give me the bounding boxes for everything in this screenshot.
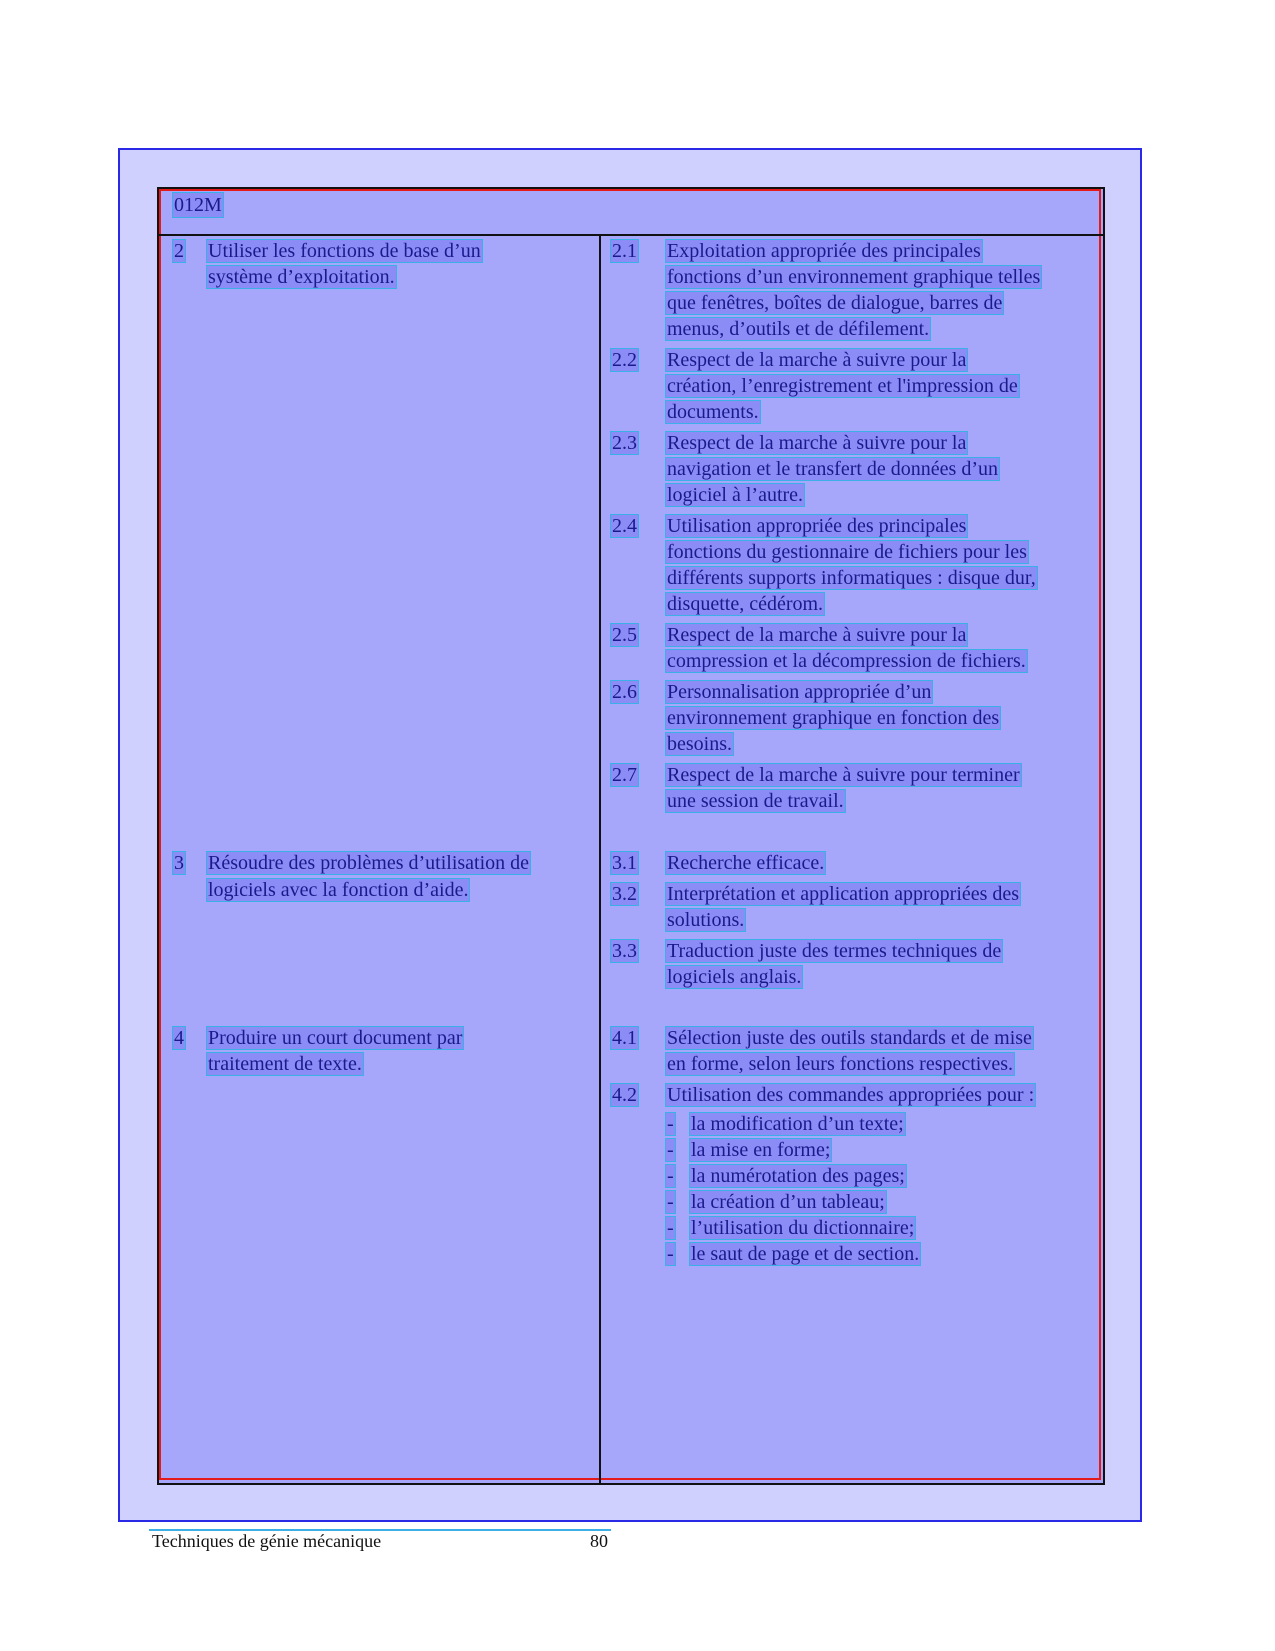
criterion-text: logiciels anglais. — [667, 966, 802, 988]
criterion-text: Recherche efficace. — [667, 852, 825, 874]
bullet-marker: - — [667, 1139, 674, 1161]
criterion-number: 2.4 — [612, 515, 637, 537]
criterion-number: 3.1 — [612, 852, 637, 874]
criterion-text: Respect de la marche à suivre pour la — [667, 349, 967, 371]
bullet-text: le saut de page et de section. — [691, 1243, 920, 1265]
criterion-number: 4.1 — [612, 1027, 637, 1049]
criterion-text: une session de travail. — [667, 790, 844, 812]
element-text: Utiliser les fonctions de base d’un — [208, 240, 481, 262]
criterion-text: différents supports informatiques : disque dur, — [667, 567, 1036, 589]
criterion-text: Respect de la marche à suivre pour la — [667, 432, 967, 454]
criterion-text: Traduction juste des termes techniques de — [667, 940, 1002, 962]
criterion-text: logiciel à l’autre. — [667, 484, 804, 506]
criterion-text: environnement graphique en fonction des — [667, 707, 1000, 729]
criterion-text: Respect de la marche à suivre pour la — [667, 624, 967, 646]
criterion-text: Utilisation appropriée des principales — [667, 515, 967, 537]
element-text: Produire un court document par — [208, 1027, 463, 1049]
element-text: Résoudre des problèmes d’utilisation de — [208, 852, 530, 874]
criterion-text: documents. — [667, 401, 759, 423]
criterion-text: compression et la décompression de fichiers. — [667, 650, 1026, 672]
criterion-text: fonctions d’un environnement graphique telles — [667, 266, 1041, 288]
bullet-marker: - — [667, 1165, 674, 1187]
bullet-text: l’utilisation du dictionnaire; — [691, 1217, 915, 1239]
criterion-text: que fenêtres, boîtes de dialogue, barres de — [667, 292, 1003, 314]
criterion-text: navigation et le transfert de données d’un — [667, 458, 998, 480]
element-text: traitement de texte. — [208, 1053, 362, 1075]
element-number: 2 — [174, 240, 184, 262]
criterion-text: création, l’enregistrement et l'impression de — [667, 375, 1018, 397]
criterion-text: en forme, selon leurs fonctions respectives. — [667, 1053, 1014, 1075]
element-text: logiciels avec la fonction d’aide. — [208, 879, 469, 901]
criterion-text: Respect de la marche à suivre pour terminer — [667, 764, 1020, 786]
criterion-text: solutions. — [667, 909, 745, 931]
criterion-text: Personnalisation appropriée d’un — [667, 681, 932, 703]
criterion-text: Sélection juste des outils standards et de mise — [667, 1027, 1032, 1049]
criterion-number: 3.2 — [612, 883, 637, 905]
competency-code: 012M — [174, 194, 222, 216]
bullet-marker: - — [667, 1191, 674, 1213]
criterion-number: 3.3 — [612, 940, 637, 962]
bullet-text: la création d’un tableau; — [691, 1191, 885, 1213]
criterion-text: menus, d’outils et de défilement. — [667, 318, 930, 340]
bullet-text: la numérotation des pages; — [691, 1165, 905, 1187]
element-number: 4 — [174, 1027, 184, 1049]
criterion-number: 2.7 — [612, 764, 637, 786]
criterion-text: besoins. — [667, 733, 732, 755]
criterion-number: 2.2 — [612, 349, 637, 371]
criterion-text: Interprétation et application appropriées des — [667, 883, 1020, 905]
criterion-text: fonctions du gestionnaire de fichiers pour les — [667, 541, 1027, 563]
bullet-marker: - — [667, 1243, 674, 1265]
bullet-marker: - — [667, 1217, 674, 1239]
criterion-text: Exploitation appropriée des principales — [667, 240, 981, 262]
footer-program: Techniques de génie mécanique — [152, 1531, 382, 1551]
criterion-number: 2.1 — [612, 240, 637, 262]
criterion-number: 2.5 — [612, 624, 637, 646]
bullet-text: la modification d’un texte; — [691, 1113, 904, 1135]
bullet-text: la mise en forme; — [691, 1139, 831, 1161]
column-divider — [599, 234, 601, 1485]
header-divider — [157, 234, 1105, 236]
criterion-number: 2.3 — [612, 432, 637, 454]
element-number: 3 — [174, 852, 184, 874]
criterion-number: 4.2 — [612, 1084, 637, 1106]
footer-page-number: 80 — [590, 1531, 608, 1551]
criterion-text: Utilisation des commandes appropriées pour : — [667, 1084, 1035, 1106]
criterion-number: 2.6 — [612, 681, 637, 703]
element-text: système d’exploitation. — [208, 266, 395, 288]
bullet-marker: - — [667, 1113, 674, 1135]
criterion-text: disquette, cédérom. — [667, 593, 824, 615]
